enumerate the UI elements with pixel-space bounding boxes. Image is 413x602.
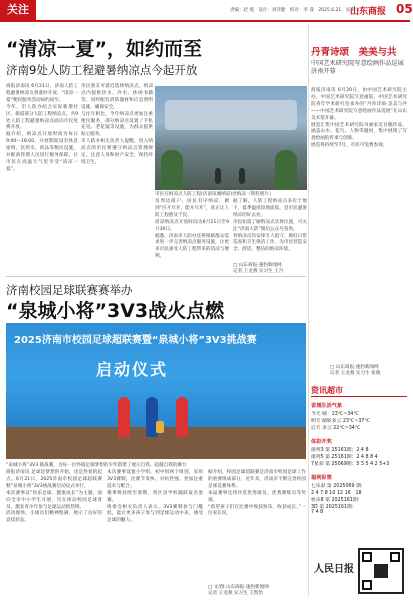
child-shape [118, 397, 130, 437]
qr-code-icon[interactable] [358, 548, 404, 594]
person-shape [215, 168, 221, 184]
story1-column-4 [233, 199, 307, 261]
paragraph: 据介绍，校园足球超联赛是济南市校园足球工作的重要组成部分，近年来，济南市不断完善校园足球竞赛体系。 [208, 470, 306, 489]
story2-column-1 [6, 470, 102, 596]
publisher-logo: 人民日报 [314, 564, 354, 575]
paragraph: 市民朋友可就近选择纳凉点。纳凉点内提供热水、冷水、休闲书籍等，同时配有消防器材和应急照明设施，确保安全。 [81, 84, 153, 110]
photo-ceremony-text: 启动仪式 [96, 360, 169, 379]
paragraph: 及周边商户、居民有序纳凉，做到“应开尽开、能开尽开”，真正让人防工程惠及于民。 [155, 199, 229, 218]
welfare-lottery-line: 2 4 7 8 10 12 16 18 [311, 491, 362, 496]
page-header [0, 0, 413, 20]
story2-column-2 [107, 470, 203, 596]
section-badge: 关注 [0, 0, 36, 20]
plant-shape [161, 150, 183, 190]
paragraph: 市民如需了解纳凉点具体位置，可关注“济南人防”微信公众号查询。 [233, 219, 307, 232]
story2-photo [6, 323, 306, 459]
sports-lottery-line: 7星彩 第 25069期：5 3 5 4 2 5+3 [311, 462, 390, 467]
info-section-rule [311, 396, 407, 397]
child-shape [176, 397, 188, 437]
paragraph: 赛事将持续至暑期，各区县学校踊跃报名参赛。 [107, 490, 203, 503]
paragraph: 展览将持续至7月，市民可免费参观。 [311, 143, 388, 149]
sports-lottery-line: 排列5 第 25161期：2 4 8 8 4 [311, 455, 378, 460]
paragraph: 商报济南讯 6月21日，济南人防工程避暑纳凉点将准时开放，“清凉一夏”便民服务活动如约而至。 [6, 84, 78, 103]
welfare-lottery-line: 7 4 8 [311, 510, 324, 515]
story1-column-2 [81, 84, 153, 272]
paragraph: 与往年相比，今年纳凉点更加注重便民服务，部分纳凉点设置了手机充电、老花镜等设施，为群众提供贴心服务。 [81, 111, 153, 138]
newspaper-brand: 山东商报 [350, 7, 387, 17]
editor-meta: 责编：赵 燕 设计：刘洋健 校对：李 睿 2025.6.21 星期六 [230, 8, 360, 13]
story-divider [6, 276, 306, 277]
story2-column-3 [208, 470, 306, 582]
paragraph: 清凉纳凉点开放时间为6月21日至9月30日。 [155, 219, 229, 232]
paragraph: 活动现场，小球员们精神饱满，展示了良好的竞技状态。 [6, 511, 102, 524]
paragraph: 市人防办相关负责人提醒，进入纳凉点的市民要遵守纳凉点管理规定，注意人身和财产安全，保持环境卫生。 [81, 139, 153, 165]
right-story-body [311, 88, 407, 318]
paragraph: 组委会相关负责人表示，3V3赛制参与门槛低，能让更多孩子参与到足球运动中来，感受足球的魅力。 [107, 504, 203, 524]
paragraph: 商报济南讯 足球是梦想的开始，也是热爱的起点。6月21日，2025济南市校园足球超联赛暨“泉城小将”3V3挑战赛启动仪式举行。 [6, 470, 102, 489]
sports-lottery-line: 排列3 第 25161期：2 4 8 [311, 448, 369, 453]
paragraph: 各纳凉点均安排专人值守，做好日常巡查和卫生保洁工作，为市民营造安全、舒适、整洁的纳凉环境。 [233, 233, 307, 253]
story1-photo-caption: 市民在纳凉点人防工程(济南泉城纳凉)处纳凉（资料照片） [155, 192, 274, 197]
photo-banner-text: 2025济南市校园足球超联赛暨“泉城小将”3V3挑战赛 [14, 335, 257, 346]
weather-label: 省城生活气象 [311, 403, 343, 409]
canopy-shape [165, 100, 297, 130]
right-story-subtitle: 中国艺术研究院写意绘画作品巡展济南开幕 [311, 60, 404, 75]
story2-photo-caption: “泉城小将”3V3 挑战赛，为每一位怀揣足球梦想的少年搭建了展示自我、超越自我的舞台 [6, 463, 187, 468]
welfare-lottery-line: 3D 第 2025161期： [311, 505, 357, 510]
story1-subtitle: 济南9处人防工程避暑纳凉点今起开放 [6, 63, 198, 77]
paragraph: 据介绍，纳凉点开放时间为每日9:00—18:00，开放期间设有休息座椅、饮用水、药品等便民设施，并配备管理人员进行服务保障，让市民在高温天气里享受“清凉一夏”。 [6, 132, 78, 172]
paragraph: 本届赛事还将评选优秀球员、优秀教练员等奖项。 [208, 490, 306, 503]
header-rule [0, 20, 410, 22]
story2-byline: □ 文/图 山东商报·速豹新闻网 记者 王龙燕 实习生 王凯怡 [208, 585, 269, 596]
story1-title: “清凉一夏”，如约而至 [6, 38, 202, 60]
paragraph: 据悉，济南市人防办还将根据群众需求进一步完善纳凉点服务设施，让更多市民感受人防工程带来的清凉与便利。 [155, 233, 229, 260]
weather-line: 后天 多云 22℃~34℃ [311, 426, 361, 431]
paragraph: 本次赛事以“快乐足球、健康成长”为主题，面向全市中小学生开展，旨在推动校园足球普及，激发青少年参与足球运动的热情。 [6, 490, 102, 510]
plant-shape [275, 150, 297, 190]
info-section-title: 资讯超市 [311, 386, 343, 395]
welfare-lottery-line: 七乐彩 第 2025069 期： [311, 484, 366, 489]
weather-line: 明天 晴转多云 23℃~37℃ [311, 419, 370, 424]
right-story-byline: □ 山东商报·速豹新闻网 记者 王龙燕 实习生 张晓 [330, 365, 381, 376]
story2-title: “泉城小将”3V3战火点燃 [6, 300, 225, 322]
story1-byline: □ 山东商报·速豹新闻网 记者 王龙燕 实习生 王月 [233, 263, 284, 274]
paragraph: 展览汇集中国艺术研究院书画家近百幅作品，涵盖山水、花鸟、人物等题材，集中展现了写意绘画的传承与创新。 [311, 122, 407, 142]
welfare-lottery-label: 福利彩票 [311, 475, 332, 481]
paragraph: “希望孩子们在比赛中收获快乐、收获成长。”一位家长说。 [208, 504, 306, 517]
qr-finder [390, 552, 400, 562]
sports-lottery-label: 体彩开奖 [311, 439, 332, 445]
qr-finder [362, 552, 372, 562]
paragraph: 据了解，人防工程纳凉点多位于地下，夏季温度较地面低，是市民避暑纳凉的好去处。 [233, 199, 307, 218]
page-number: 05 [396, 2, 413, 16]
column-divider [308, 24, 309, 596]
paragraph: 今年，市人防办结合实际新增社区、街道部分人防工程纳凉点，共9处人防工程避暑纳凉点面向市民免费开放。 [6, 104, 78, 131]
story1-column-3 [155, 199, 229, 273]
weather-line: 今天 晴 23℃~34℃ [311, 412, 359, 417]
qr-finder [362, 580, 372, 590]
person-shape [239, 168, 245, 184]
story1-column-1 [6, 84, 78, 272]
story2-kicker: 济南校园足球联赛赛举办 [6, 283, 133, 297]
welfare-lottery-line: 快乐8 第 2025161期： [311, 498, 363, 503]
story1-photo [155, 86, 307, 190]
trophy-icon [156, 421, 164, 433]
paragraph: 本次赛事设置小学组、初中组两个组别，采用3V3赛制，比赛节奏快、对抗性强，更加注重技术与配合。 [107, 470, 203, 489]
paragraph: 商报济南讯 6月20日，由中国艺术研究院主办，中国艺术研究院写意画院、中国艺术研究院青年学术研究室承办的“丹青诗颂·美美与共——中国艺术研究院写意绘画作品巡展”在山东美术馆开幕。 [311, 88, 407, 121]
qr-modules [374, 564, 388, 578]
right-story-title: 丹青诗颂 美美与共 [311, 47, 397, 58]
